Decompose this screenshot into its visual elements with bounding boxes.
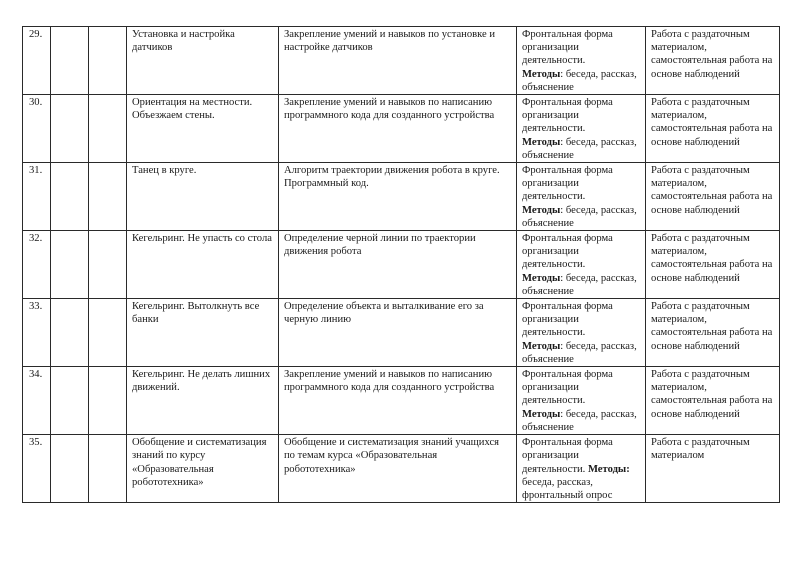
- lesson-number: 35.: [23, 435, 51, 503]
- lesson-form: Фронтальная форма организации деятельности. Методы: беседа, рассказ, объяснение: [517, 299, 646, 367]
- planned-date-cell: [51, 95, 89, 163]
- lesson-content: Закрепление умений и навыков по установке и настройке датчиков: [279, 27, 517, 95]
- lesson-form: Фронтальная форма организации деятельности. Методы: беседа, рассказ, объяснение: [517, 231, 646, 299]
- lesson-content: Закрепление умений и навыков по написанию программного кода для созданного устройства: [279, 95, 517, 163]
- actual-date-cell: [89, 435, 127, 503]
- methods-label: Методы: [522, 136, 561, 148]
- table-row: [23, 367, 780, 435]
- lesson-activity: Работа с раздаточным материалом, самостоятельная работа на основе наблюдений: [646, 27, 780, 95]
- lesson-activity: Работа с раздаточным материалом, самостоятельная работа на основе наблюдений: [646, 367, 780, 435]
- lesson-activity: Работа с раздаточным материалом, самостоятельная работа на основе наблюдений: [646, 231, 780, 299]
- methods-label: Методы: [522, 204, 561, 216]
- lesson-form: Фронтальная форма организации деятельности. Методы: беседа, рассказ, объяснение: [517, 367, 646, 435]
- methods-label: Методы:: [587, 463, 630, 475]
- planned-date-cell: [51, 163, 89, 231]
- actual-date-cell: [89, 27, 127, 95]
- actual-date-cell: [89, 95, 127, 163]
- methods-label: Методы: [522, 68, 561, 80]
- lesson-number: 31.: [23, 163, 51, 231]
- lesson-activity: Работа с раздаточным материалом: [646, 435, 780, 503]
- lesson-form: Фронтальная форма организации деятельности. Методы: беседа, рассказ, объяснение: [517, 163, 646, 231]
- lesson-number: 33.: [23, 299, 51, 367]
- table-row: [23, 299, 780, 367]
- table-row: [23, 27, 780, 95]
- planned-date-cell: [51, 367, 89, 435]
- methods-label: Методы: [522, 408, 561, 420]
- lesson-topic: Кегельринг. Вытолкнуть все банки: [127, 299, 279, 367]
- lesson-activity: Работа с раздаточным материалом, самостоятельная работа на основе наблюдений: [646, 163, 780, 231]
- planned-date-cell: [51, 299, 89, 367]
- lesson-topic: Обобщение и систематизация знаний по курсу «Образовательная робототехника»: [127, 435, 279, 503]
- lesson-topic: Ориентация на местности. Объезжаем стены.: [127, 95, 279, 163]
- lesson-content: Обобщение и систематизация знаний учащихся по темам курса «Образовательная робототехника»: [279, 435, 517, 503]
- table-row: [23, 231, 780, 299]
- actual-date-cell: [89, 231, 127, 299]
- lesson-form: Фронтальная форма организации деятельности. Методы: беседа, рассказ, объяснение: [517, 27, 646, 95]
- table-row: [23, 95, 780, 163]
- lesson-form: Фронтальная форма организации деятельности. Методы: беседа, рассказ, фронтальный опрос: [517, 435, 646, 503]
- lesson-topic: Установка и настройка датчиков: [127, 27, 279, 95]
- lesson-topic: Танец в круге.: [127, 163, 279, 231]
- actual-date-cell: [89, 299, 127, 367]
- planned-date-cell: [51, 231, 89, 299]
- lesson-number: 32.: [23, 231, 51, 299]
- planned-date-cell: [51, 27, 89, 95]
- lesson-topic: Кегельринг. Не упасть со стола: [127, 231, 279, 299]
- table-row: [23, 163, 780, 231]
- lesson-number: 29.: [23, 27, 51, 95]
- lesson-plan-table: [22, 26, 780, 503]
- lesson-number: 34.: [23, 367, 51, 435]
- lesson-content: Алгоритм траектории движения робота в круге. Программный код.: [279, 163, 517, 231]
- actual-date-cell: [89, 163, 127, 231]
- methods-label: Методы: [522, 340, 561, 352]
- lesson-topic: Кегельринг. Не делать лишних движений.: [127, 367, 279, 435]
- lesson-content: Закрепление умений и навыков по написанию программного кода для созданного устройства: [279, 367, 517, 435]
- lesson-form: Фронтальная форма организации деятельности. Методы: беседа, рассказ, объяснение: [517, 95, 646, 163]
- lesson-number: 30.: [23, 95, 51, 163]
- table-row: [23, 435, 780, 503]
- lesson-content: Определение черной линии по траектории движения робота: [279, 231, 517, 299]
- lesson-activity: Работа с раздаточным материалом, самостоятельная работа на основе наблюдений: [646, 95, 780, 163]
- lesson-content: Определение объекта и выталкивание его за черную линию: [279, 299, 517, 367]
- methods-label: Методы: [522, 272, 561, 284]
- planned-date-cell: [51, 435, 89, 503]
- lesson-activity: Работа с раздаточным материалом, самостоятельная работа на основе наблюдений: [646, 299, 780, 367]
- actual-date-cell: [89, 367, 127, 435]
